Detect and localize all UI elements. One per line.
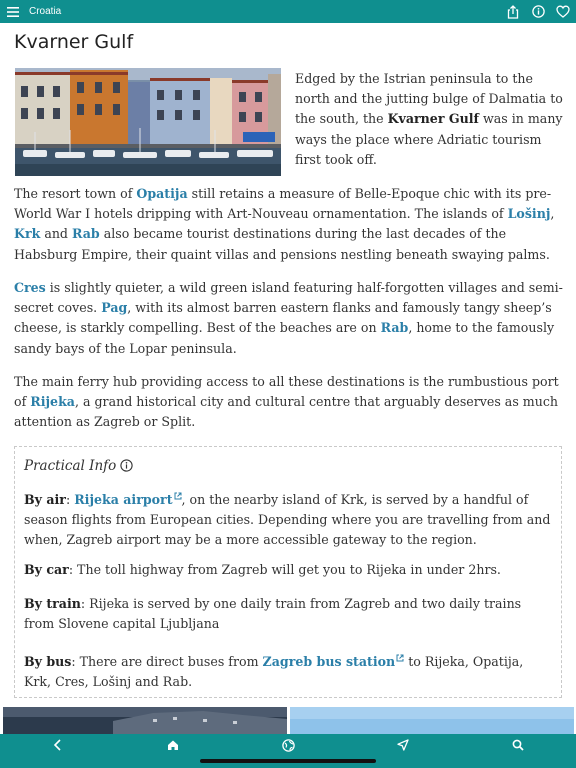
search-icon[interactable] [503, 734, 533, 756]
link-krk[interactable]: Krk [14, 226, 41, 242]
by-air-label: By air [24, 492, 66, 507]
cres-paragraph [14, 278, 566, 359]
link-losinj[interactable]: Lošinj [507, 206, 551, 222]
info-text: : Rijeka is served by one daily train from Zagreb and two daily trains from Slovene capital Ljubljana [24, 596, 522, 632]
external-link-icon [174, 486, 182, 506]
rijeka-paragraph [14, 372, 566, 433]
page-title: Kvarner Gulf [14, 31, 134, 53]
link-rab[interactable]: Rab [72, 226, 100, 242]
navigate-icon[interactable] [388, 734, 418, 756]
opatija-paragraph [14, 184, 566, 265]
practical-info-title: Practical Info [24, 458, 117, 474]
paragraph-text: , with its almost barren eastern flanks and famously tangy sheep’s cheese, is starkly compelling. Best of the beaches are on [14, 300, 552, 336]
bottom-nav-bar [0, 734, 576, 768]
info-text: : There are direct buses from [71, 654, 263, 669]
paragraph-text: , a grand historical city and cultural centre that arguably deserves as much attention as Zagreb or Split. [14, 394, 558, 430]
info-by-bus [24, 648, 554, 692]
share-icon[interactable] [506, 5, 520, 19]
info-by-car [24, 560, 554, 580]
paragraph-text: , [550, 206, 555, 222]
app-title: Croatia [29, 6, 62, 17]
heart-icon[interactable] [556, 5, 570, 19]
info-by-air [24, 486, 554, 551]
info-text: to Rijeka, Opatija, Krk, Cres, Lošinj and Rab. [24, 654, 524, 690]
paragraph-text: and [40, 226, 72, 242]
paragraph-text: also became tourist destinations during the last decades of the Habsburg Empire, their quaint villas and pensions nestling beneath swaying palms. [14, 226, 550, 262]
by-car-label: By car [24, 562, 69, 577]
info-by-train [24, 594, 554, 634]
link-pag[interactable]: Pag [101, 300, 128, 316]
external-link-icon [396, 648, 404, 668]
intro-paragraph [295, 69, 565, 170]
by-bus-label: By bus [24, 654, 72, 669]
back-icon[interactable] [43, 734, 73, 756]
intro-bold-term: Kvarner Gulf [387, 111, 479, 127]
link-cres[interactable]: Cres [14, 280, 46, 295]
intro-text: Edged by the Istrian peninsula to the north and the jutting bulge of Dalmatia to the south, the [295, 71, 563, 127]
link-rijeka-airport[interactable]: Rijeka airport [74, 492, 173, 507]
info-text: : [65, 492, 75, 507]
globe-icon[interactable] [273, 734, 303, 756]
home-icon[interactable] [158, 734, 188, 756]
link-rijeka[interactable]: Rijeka [30, 394, 75, 410]
practical-info-heading [24, 458, 133, 476]
practical-info-box [14, 446, 562, 698]
paragraph-text: is slightly quieter, a wild green island featuring half-forgotten villages and semi-secret coves. [14, 280, 563, 316]
link-opatija[interactable]: Opatija [136, 186, 188, 201]
info-icon[interactable] [531, 5, 545, 19]
link-rab[interactable]: Rab [380, 320, 409, 336]
paragraph-text: The resort town of [14, 186, 137, 201]
paragraph-text: , home to the famously sandy bays of the Lopar peninsula. [14, 320, 555, 356]
link-zagreb-bus-station[interactable]: Zagreb bus station [262, 654, 396, 669]
by-train-label: By train [24, 596, 81, 611]
intro-text-end: was in many ways the place where Adriatic tourism first took off. [295, 111, 563, 167]
info-text: , on the nearby island of Krk, is served by a handful of season flights from European cities. Depending where you are travelling from and when, Zagreb airport may be a more accessible gateway to the region. [24, 492, 551, 548]
menu-icon[interactable] [2, 0, 24, 23]
paragraph-text: The main ferry hub providing access to all these destinations is the rumbustious port of [14, 374, 559, 410]
info-circle-icon[interactable] [120, 459, 133, 476]
home-indicator [200, 759, 376, 763]
top-app-bar [0, 0, 576, 23]
harbour-photo [15, 68, 281, 176]
info-text: : The toll highway from Zagreb will get you to Rijeka in under 2hrs. [68, 562, 501, 577]
paragraph-text: still retains a measure of Belle-Epoque chic with its pre-World War I hotels dripping with Art-Nouveau ornamentation. The islands of [14, 186, 552, 222]
